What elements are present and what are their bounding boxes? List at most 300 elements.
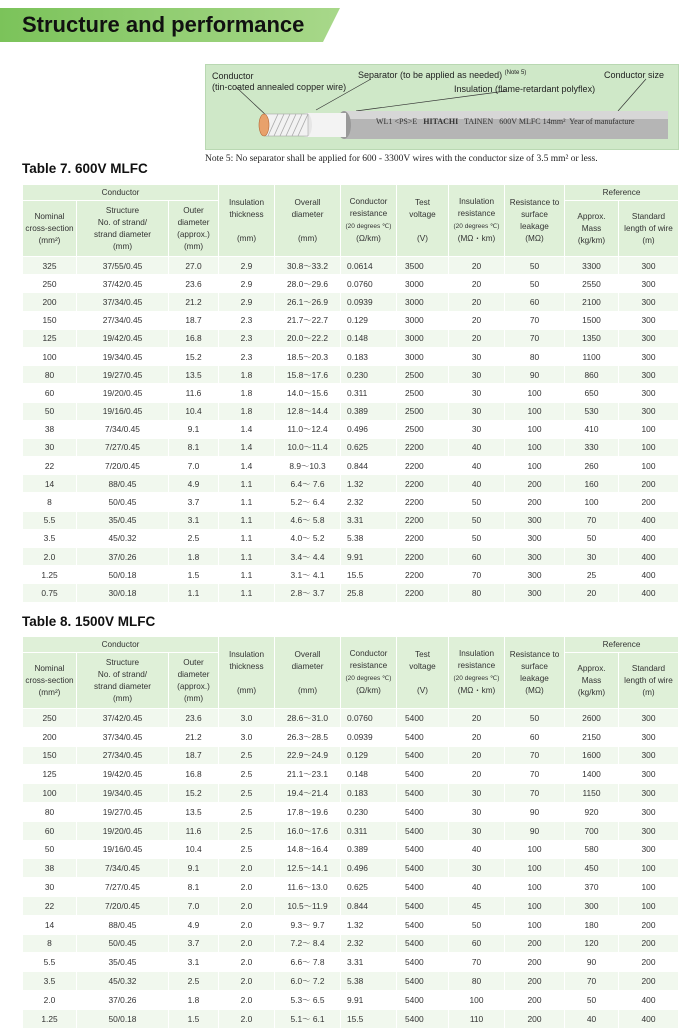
table-cell: 88/0.45 (77, 475, 169, 493)
table-cell: 2.3 (219, 347, 275, 365)
table-cell: 100 (619, 438, 679, 456)
table-cell: 2200 (397, 457, 449, 475)
table-cell: 5400 (397, 878, 449, 897)
table-cell: 0.230 (341, 366, 397, 384)
table-cell: 20 (449, 257, 505, 275)
table-cell: 30/0.18 (77, 584, 169, 602)
table-cell: 37/55/0.45 (77, 257, 169, 275)
table-cell: 19/16/0.45 (77, 840, 169, 859)
table-cell: 40 (449, 878, 505, 897)
table-cell: 50 (23, 840, 77, 859)
table-cell: 14 (23, 475, 77, 493)
table-cell: 20 (449, 293, 505, 311)
table-cell: 10.4 (169, 840, 219, 859)
table-cell: 9.1 (169, 859, 219, 878)
table-cell: 400 (619, 990, 679, 1009)
table-cell: 5400 (397, 1009, 449, 1028)
table-cell: 250 (23, 275, 77, 293)
table-row (23, 915, 679, 934)
table-cell: 3.5 (23, 972, 77, 991)
table-cell: 11.6〜13.0 (275, 878, 341, 897)
table-cell: 40 (449, 840, 505, 859)
table-cell: 3000 (397, 347, 449, 365)
table-cell: 250 (23, 709, 77, 728)
table-cell: 70 (565, 972, 619, 991)
conductor-resistance-header: Conductor resistance (20 degrees ℃) (Ω/km) (341, 185, 397, 257)
table-cell: 300 (619, 840, 679, 859)
table-cell: 80 (505, 347, 565, 365)
table-cell: 2100 (565, 293, 619, 311)
table-cell: 650 (565, 384, 619, 402)
table-cell: 3.5 (23, 529, 77, 547)
table-cell: 2.0 (219, 934, 275, 953)
table-cell: 2.3 (219, 311, 275, 329)
table-cell: 7/27/0.45 (77, 438, 169, 456)
table-cell: 4.9 (169, 915, 219, 934)
table-cell: 325 (23, 257, 77, 275)
table-cell: 14 (23, 915, 77, 934)
table-cell: 0.0614 (341, 257, 397, 275)
table-cell: 50 (565, 990, 619, 1009)
table-cell: 150 (23, 311, 77, 329)
table-cell: 19.4〜21.4 (275, 784, 341, 803)
table-cell: 15.5 (341, 566, 397, 584)
table-cell: 200 (505, 953, 565, 972)
table-cell: 23.6 (169, 275, 219, 293)
table-cell: 4.9 (169, 475, 219, 493)
table-cell: 300 (619, 746, 679, 765)
table-cell: 10.5〜11.9 (275, 896, 341, 915)
table-cell: 12.5〜14.1 (275, 859, 341, 878)
table-row (23, 475, 679, 493)
table-cell: 5400 (397, 821, 449, 840)
table-cell: 20 (449, 275, 505, 293)
table-cell: 2.5 (169, 529, 219, 547)
table-cell: 2200 (397, 584, 449, 602)
table-cell: 2200 (397, 493, 449, 511)
table-cell: 40 (449, 475, 505, 493)
table-cell: 1.8 (169, 548, 219, 566)
table-cell: 400 (619, 548, 679, 566)
table-cell: 5400 (397, 746, 449, 765)
table-cell: 90 (505, 366, 565, 384)
insulation-label: Insulation (flame-retardant polyflex) (454, 84, 596, 94)
table-cell: 20 (449, 709, 505, 728)
table-cell: 7.2〜 8.4 (275, 934, 341, 953)
table-cell: 300 (619, 384, 679, 402)
table-cell: 70 (565, 511, 619, 529)
table-row (23, 329, 679, 347)
table-cell: 2.9 (219, 275, 275, 293)
table-cell: 3300 (565, 257, 619, 275)
table-cell: 1400 (565, 765, 619, 784)
table-cell: 60 (449, 548, 505, 566)
table-cell: 30 (449, 366, 505, 384)
table-cell: 100 (23, 784, 77, 803)
table-cell: 37/42/0.45 (77, 709, 169, 728)
table-cell: 21.7〜22.7 (275, 311, 341, 329)
insulation-thickness-header: Insulation thickness (mm) (219, 185, 275, 257)
table-cell: 160 (565, 475, 619, 493)
table-cell: 90 (505, 821, 565, 840)
table-cell: 50 (505, 709, 565, 728)
table-cell: 2.32 (341, 934, 397, 953)
table-cell: 1.1 (219, 584, 275, 602)
table-cell: 300 (565, 896, 619, 915)
table-row (23, 840, 679, 859)
table-cell: 8 (23, 934, 77, 953)
table-cell: 90 (565, 953, 619, 972)
table-cell: 20 (449, 727, 505, 746)
table-cell: 37/0.26 (77, 548, 169, 566)
table-cell: 0.0939 (341, 293, 397, 311)
surface-leakage-header: Resistance to surface leakage (MΩ) (505, 637, 565, 709)
conductor-group-header: Conductor (23, 185, 219, 201)
table-cell: 200 (619, 475, 679, 493)
table-cell: 2500 (397, 384, 449, 402)
table-cell: 37/0.26 (77, 990, 169, 1009)
table-cell: 300 (619, 275, 679, 293)
table-cell: 7/20/0.45 (77, 457, 169, 475)
table-cell: 21.2 (169, 727, 219, 746)
conductor-size-label: Conductor size (604, 70, 665, 80)
table-cell: 13.5 (169, 366, 219, 384)
table-row (23, 784, 679, 803)
table-cell: 5.2〜 6.4 (275, 493, 341, 511)
separator-note: Note 5: No separator shall be applied for 600 - 3300V wires with the conductor size of 3.5 mm² or less. (205, 154, 598, 164)
table-cell: 37/42/0.45 (77, 275, 169, 293)
table-row (23, 878, 679, 897)
table-cell: 120 (565, 934, 619, 953)
table-cell: 2.5 (219, 821, 275, 840)
table-row (23, 511, 679, 529)
table-cell: 1.1 (219, 566, 275, 584)
table-cell: 8.1 (169, 878, 219, 897)
table-cell: 19/42/0.45 (77, 329, 169, 347)
table-cell: 300 (505, 548, 565, 566)
table-cell: 10.0〜11.4 (275, 438, 341, 456)
table-cell: 8.1 (169, 438, 219, 456)
table-cell: 200 (505, 493, 565, 511)
table-cell: 260 (565, 457, 619, 475)
table-cell: 400 (619, 511, 679, 529)
table-cell: 1.8 (219, 384, 275, 402)
table-cell: 330 (565, 438, 619, 456)
table-row (23, 293, 679, 311)
table-cell: 300 (505, 566, 565, 584)
table-cell: 50 (449, 511, 505, 529)
nominal-header: Nominal cross-section (mm²) (23, 201, 77, 257)
table-cell: 5400 (397, 990, 449, 1009)
cable-print: WL1 <PS>E HITACHI TAINEN 600V MLFC 14mm² Year of manufacture (376, 117, 635, 126)
table-cell: 11.6 (169, 384, 219, 402)
table-cell: 0.75 (23, 584, 77, 602)
table-cell: 20 (565, 584, 619, 602)
mass-header: Approx. Mass (kg/km) (565, 201, 619, 257)
table-cell: 30 (449, 420, 505, 438)
table-cell: 200 (505, 475, 565, 493)
conductor-label: Conductor (212, 71, 254, 81)
table-cell: 2.0 (23, 548, 77, 566)
table-cell: 15.2 (169, 784, 219, 803)
table-cell: 200 (619, 915, 679, 934)
table-row (23, 420, 679, 438)
table-cell: 200 (619, 972, 679, 991)
table-cell: 16.8 (169, 329, 219, 347)
surface-leakage-header: Resistance to surface leakage (MΩ) (505, 185, 565, 257)
table-cell: 0.148 (341, 329, 397, 347)
table-cell: 3.7 (169, 493, 219, 511)
table-cell: 2.0 (23, 990, 77, 1009)
table-cell: 300 (619, 402, 679, 420)
test-voltage-header: Test voltage (V) (397, 637, 449, 709)
nominal-header: Nominal cross-section (mm²) (23, 653, 77, 709)
table-cell: 1.25 (23, 566, 77, 584)
standard-length-header: Standard length of wire (m) (619, 201, 679, 257)
separator-note-ref: (Note 5) (504, 70, 527, 76)
table-cell: 6.0〜 7.2 (275, 972, 341, 991)
table-cell: 200 (505, 972, 565, 991)
table-cell: 35/0.45 (77, 953, 169, 972)
table-cell: 2200 (397, 475, 449, 493)
table-cell: 150 (23, 746, 77, 765)
table-cell: 19/20/0.45 (77, 384, 169, 402)
table-cell: 1.32 (341, 475, 397, 493)
table-cell: 27/34/0.45 (77, 311, 169, 329)
table-cell: 8 (23, 493, 77, 511)
table-cell: 38 (23, 420, 77, 438)
table-cell: 30 (23, 438, 77, 456)
table-cell: 19/27/0.45 (77, 802, 169, 821)
table-cell: 200 (505, 934, 565, 953)
overall-diameter-header: Overall diameter (mm) (275, 637, 341, 709)
table-cell: 2200 (397, 529, 449, 547)
table-cell: 20 (449, 765, 505, 784)
table-cell: 125 (23, 765, 77, 784)
table-cell: 7.0 (169, 457, 219, 475)
table-cell: 80 (23, 802, 77, 821)
table-cell: 60 (449, 934, 505, 953)
table-cell: 0.0760 (341, 275, 397, 293)
table-cell: 200 (505, 990, 565, 1009)
table-cell: 14.0〜15.6 (275, 384, 341, 402)
table-cell: 25.8 (341, 584, 397, 602)
table-cell: 90 (505, 802, 565, 821)
table-cell: 100 (505, 878, 565, 897)
table-cell: 5.38 (341, 529, 397, 547)
table-cell: 1.5 (169, 566, 219, 584)
table-cell: 21.1〜23.1 (275, 765, 341, 784)
table-cell: 300 (619, 257, 679, 275)
table-row (23, 990, 679, 1009)
table-cell: 30 (449, 859, 505, 878)
table-cell: 2.0 (219, 953, 275, 972)
table-cell: 3.1 (169, 953, 219, 972)
table-cell: 1500 (565, 311, 619, 329)
table-cell: 700 (565, 821, 619, 840)
table-cell: 17.8〜19.6 (275, 802, 341, 821)
table-cell: 2.0 (219, 990, 275, 1009)
table-row (23, 257, 679, 275)
table-cell: 22.9〜24.9 (275, 746, 341, 765)
table8-body (23, 709, 679, 1029)
table-cell: 300 (619, 802, 679, 821)
table-cell: 2.0 (219, 915, 275, 934)
table-cell: 2500 (397, 420, 449, 438)
table-cell: 5400 (397, 709, 449, 728)
table-cell: 200 (505, 1009, 565, 1028)
table-cell: 1.1 (219, 493, 275, 511)
table-cell: 28.6〜31.0 (275, 709, 341, 728)
table7-title: Table 7. 600V MLFC (22, 161, 148, 176)
table-cell: 0.844 (341, 457, 397, 475)
table-cell: 300 (619, 709, 679, 728)
table-cell: 400 (619, 529, 679, 547)
table-cell: 8.9〜10.3 (275, 457, 341, 475)
table-cell: 5400 (397, 784, 449, 803)
table-cell: 1.1 (219, 529, 275, 547)
table-row (23, 727, 679, 746)
outer-diameter-header: Outer diameter (approx.) (mm) (169, 653, 219, 709)
table-cell: 1.4 (219, 457, 275, 475)
table-cell: 100 (505, 384, 565, 402)
table-cell: 5400 (397, 859, 449, 878)
table-cell: 80 (23, 366, 77, 384)
table-cell: 2.5 (219, 802, 275, 821)
table-cell: 2500 (397, 366, 449, 384)
table-cell: 26.1〜26.9 (275, 293, 341, 311)
table-cell: 2.0 (219, 972, 275, 991)
table-cell: 0.311 (341, 384, 397, 402)
table-cell: 100 (505, 457, 565, 475)
table-cell: 9.1 (169, 420, 219, 438)
table-cell: 300 (505, 511, 565, 529)
table-cell: 14.8〜16.4 (275, 840, 341, 859)
table-cell: 1.8 (219, 366, 275, 384)
table-cell: 300 (619, 366, 679, 384)
table-cell: 1.25 (23, 1009, 77, 1028)
table-cell: 11.0〜12.4 (275, 420, 341, 438)
table-cell: 450 (565, 859, 619, 878)
table-cell: 45/0.32 (77, 529, 169, 547)
table-cell: 5400 (397, 840, 449, 859)
table-cell: 13.5 (169, 802, 219, 821)
table-cell: 19/34/0.45 (77, 784, 169, 803)
table-cell: 0.0939 (341, 727, 397, 746)
table-cell: 20 (449, 329, 505, 347)
table-cell: 15.2 (169, 347, 219, 365)
table-cell: 27.0 (169, 257, 219, 275)
reference-group-header: Reference (565, 185, 679, 201)
table-cell: 3000 (397, 311, 449, 329)
table-cell: 100 (619, 896, 679, 915)
overall-diameter-header: Overall diameter (mm) (275, 185, 341, 257)
table-cell: 1.32 (341, 915, 397, 934)
table-cell: 0.129 (341, 746, 397, 765)
table-row (23, 1009, 679, 1028)
table-cell: 400 (619, 566, 679, 584)
table-cell: 70 (505, 329, 565, 347)
table-cell: 2.0 (219, 878, 275, 897)
table-cell: 180 (565, 915, 619, 934)
table-cell: 7/20/0.45 (77, 896, 169, 915)
table-cell: 5400 (397, 915, 449, 934)
table-cell: 100 (505, 420, 565, 438)
table-cell: 21.2 (169, 293, 219, 311)
table-cell: 100 (619, 878, 679, 897)
table-cell: 26.3〜28.5 (275, 727, 341, 746)
outer-diameter-header: Outer diameter (approx.) (mm) (169, 201, 219, 257)
table-cell: 19/42/0.45 (77, 765, 169, 784)
table-row (23, 859, 679, 878)
table-cell: 5400 (397, 802, 449, 821)
table-row (23, 802, 679, 821)
table-cell: 0.496 (341, 420, 397, 438)
table-cell: 100 (449, 990, 505, 1009)
table-row (23, 934, 679, 953)
table-row (23, 709, 679, 728)
table-cell: 23.6 (169, 709, 219, 728)
table-cell: 410 (565, 420, 619, 438)
conductor-sublabel: (tin-coated annealed copper wire) (212, 82, 347, 92)
standard-length-header: Standard length of wire (m) (619, 653, 679, 709)
table-cell: 30 (23, 878, 77, 897)
table-row (23, 896, 679, 915)
table-cell: 300 (619, 765, 679, 784)
table-cell: 22 (23, 896, 77, 915)
table-cell: 7/34/0.45 (77, 859, 169, 878)
table-cell: 300 (505, 529, 565, 547)
table-cell: 20 (449, 746, 505, 765)
table-cell: 18.7 (169, 746, 219, 765)
table-cell: 0.625 (341, 878, 397, 897)
table-cell: 100 (505, 915, 565, 934)
table-cell: 50 (449, 915, 505, 934)
insulation-resistance-header: Insulation resistance (20 degrees ℃) (MΩ・km) (449, 637, 505, 709)
insulation-resistance-header: Insulation resistance (20 degrees ℃) (MΩ・km) (449, 185, 505, 257)
table-cell: 2150 (565, 727, 619, 746)
table-cell: 6.6〜 7.8 (275, 953, 341, 972)
table-cell: 19/34/0.45 (77, 347, 169, 365)
table-cell: 0.129 (341, 311, 397, 329)
table-cell: 4.6〜 5.8 (275, 511, 341, 529)
table-cell: 16.0〜17.6 (275, 821, 341, 840)
table-cell: 2500 (397, 402, 449, 420)
table-cell: 2.5 (219, 746, 275, 765)
page-title: Structure and performance (22, 12, 305, 37)
table-cell: 70 (505, 765, 565, 784)
table-row (23, 953, 679, 972)
table-cell: 30.8〜33.2 (275, 257, 341, 275)
table-cell: 30 (449, 802, 505, 821)
table-cell: 200 (619, 953, 679, 972)
table-cell: 100 (505, 402, 565, 420)
table-cell: 5400 (397, 896, 449, 915)
table-cell: 7/27/0.45 (77, 878, 169, 897)
table-cell: 100 (505, 896, 565, 915)
table-cell: 0.625 (341, 438, 397, 456)
table-cell: 1.8 (169, 990, 219, 1009)
table-cell: 0.0760 (341, 709, 397, 728)
table-row (23, 438, 679, 456)
table-cell: 5400 (397, 953, 449, 972)
table-cell: 0.311 (341, 821, 397, 840)
table-cell: 300 (619, 821, 679, 840)
table-cell: 1.1 (219, 511, 275, 529)
table7 (22, 184, 679, 603)
table-cell: 12.8〜14.4 (275, 402, 341, 420)
table-cell: 300 (505, 584, 565, 602)
